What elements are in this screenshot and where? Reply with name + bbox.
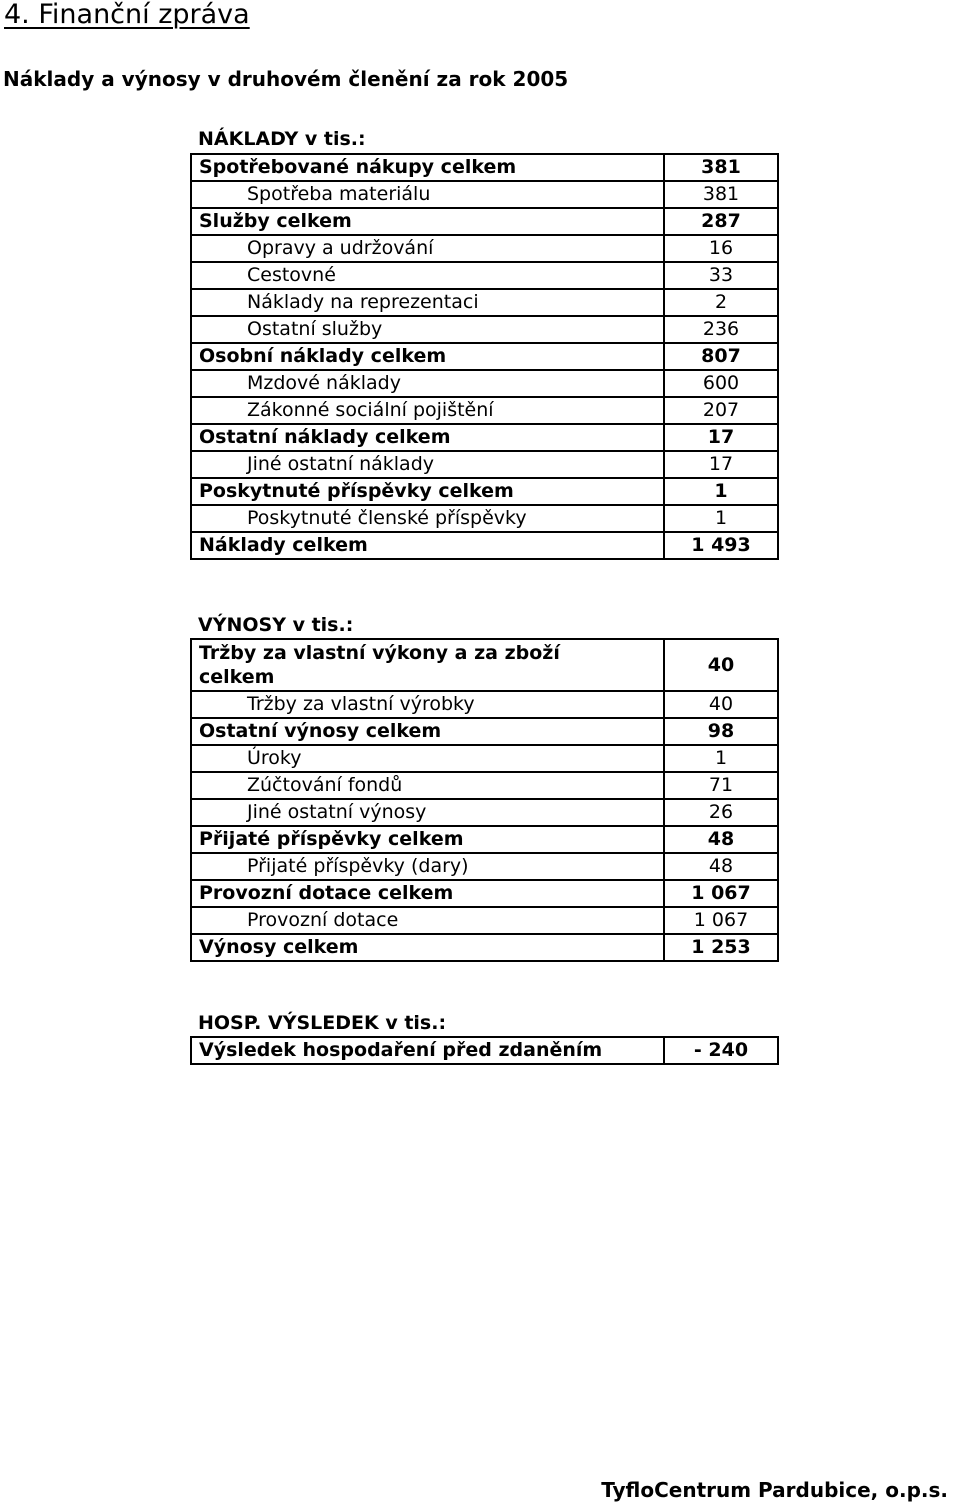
- table-row: [191, 505, 778, 532]
- row-value: 33: [664, 262, 778, 289]
- row-value: 1: [664, 745, 778, 772]
- costs-heading: NÁKLADY v tis.:: [198, 128, 366, 150]
- table-row: [191, 343, 778, 370]
- row-label: Úroky: [191, 745, 664, 772]
- table-row: [191, 691, 778, 718]
- costs-table: [190, 153, 779, 560]
- table-row: [191, 262, 778, 289]
- table-row-total: [191, 934, 778, 961]
- row-label: Přijaté příspěvky celkem: [191, 826, 664, 853]
- table-row: [191, 826, 778, 853]
- row-value: 1: [664, 505, 778, 532]
- row-label: Opravy a udržování: [191, 235, 664, 262]
- row-label: Výnosy celkem: [191, 934, 664, 961]
- row-label: Provozní dotace: [191, 907, 664, 934]
- row-label: Výsledek hospodaření před zdaněním: [191, 1037, 664, 1064]
- table-row: [191, 478, 778, 505]
- table-row: [191, 235, 778, 262]
- row-label: Tržby za vlastní výkony a za zboží celkem: [191, 639, 664, 691]
- row-value: 48: [664, 826, 778, 853]
- table-row: [191, 772, 778, 799]
- row-value: 98: [664, 718, 778, 745]
- row-label: Náklady na reprezentaci: [191, 289, 664, 316]
- row-value: 17: [664, 424, 778, 451]
- row-value: 2: [664, 289, 778, 316]
- row-value: 1 067: [664, 907, 778, 934]
- row-value: 40: [664, 691, 778, 718]
- row-value: 236: [664, 316, 778, 343]
- table-row-total: [191, 532, 778, 559]
- row-label: Spotřebované nákupy celkem: [191, 154, 664, 181]
- row-value: 1: [664, 478, 778, 505]
- row-value: 1 067: [664, 880, 778, 907]
- row-value: 600: [664, 370, 778, 397]
- row-label: Jiné ostatní výnosy: [191, 799, 664, 826]
- row-label: Náklady celkem: [191, 532, 664, 559]
- row-label: Osobní náklady celkem: [191, 343, 664, 370]
- row-label: Přijaté příspěvky (dary): [191, 853, 664, 880]
- result-heading: HOSP. VÝSLEDEK v tis.:: [198, 1012, 447, 1034]
- table-row: [191, 451, 778, 478]
- row-label: Poskytnuté členské příspěvky: [191, 505, 664, 532]
- row-value: 71: [664, 772, 778, 799]
- table-row: [191, 154, 778, 181]
- table-row: [191, 316, 778, 343]
- organization-footer: TyfloCentrum Pardubice, o.p.s.: [601, 1478, 948, 1502]
- row-value: 1 493: [664, 532, 778, 559]
- row-label: Zákonné sociální pojištění: [191, 397, 664, 424]
- table-row: [191, 181, 778, 208]
- row-value: 26: [664, 799, 778, 826]
- row-value: 48: [664, 853, 778, 880]
- row-value: 1 253: [664, 934, 778, 961]
- row-label: Tržby za vlastní výrobky: [191, 691, 664, 718]
- row-label: Cestovné: [191, 262, 664, 289]
- row-value: 40: [664, 639, 778, 691]
- row-label: Mzdové náklady: [191, 370, 664, 397]
- row-value: 807: [664, 343, 778, 370]
- table-row: [191, 745, 778, 772]
- table-row: [191, 208, 778, 235]
- page-title: 4. Finanční zpráva: [4, 0, 250, 30]
- table-row: [191, 907, 778, 934]
- table-row-total: [191, 1037, 778, 1064]
- result-table: [190, 1036, 779, 1065]
- row-value: 16: [664, 235, 778, 262]
- row-label: Spotřeba materiálu: [191, 181, 664, 208]
- table-row: [191, 639, 778, 691]
- table-row: [191, 718, 778, 745]
- row-label: Zúčtování fondů: [191, 772, 664, 799]
- table-row: [191, 289, 778, 316]
- row-label: Ostatní služby: [191, 316, 664, 343]
- row-label: Jiné ostatní náklady: [191, 451, 664, 478]
- table-row: [191, 853, 778, 880]
- row-label: Poskytnuté příspěvky celkem: [191, 478, 664, 505]
- row-value: - 240: [664, 1037, 778, 1064]
- table-row: [191, 880, 778, 907]
- table-row: [191, 424, 778, 451]
- row-value: 17: [664, 451, 778, 478]
- row-value: 207: [664, 397, 778, 424]
- row-value: 381: [664, 154, 778, 181]
- row-label: Ostatní výnosy celkem: [191, 718, 664, 745]
- table-row: [191, 370, 778, 397]
- table-row: [191, 799, 778, 826]
- report-subtitle: Náklady a výnosy v druhovém členění za rok 2005: [3, 67, 569, 91]
- revenues-table: [190, 638, 779, 962]
- row-label: Ostatní náklady celkem: [191, 424, 664, 451]
- revenues-heading: VÝNOSY v tis.:: [198, 614, 354, 636]
- row-label: Služby celkem: [191, 208, 664, 235]
- table-row: [191, 397, 778, 424]
- row-label: Provozní dotace celkem: [191, 880, 664, 907]
- row-value: 287: [664, 208, 778, 235]
- row-value: 381: [664, 181, 778, 208]
